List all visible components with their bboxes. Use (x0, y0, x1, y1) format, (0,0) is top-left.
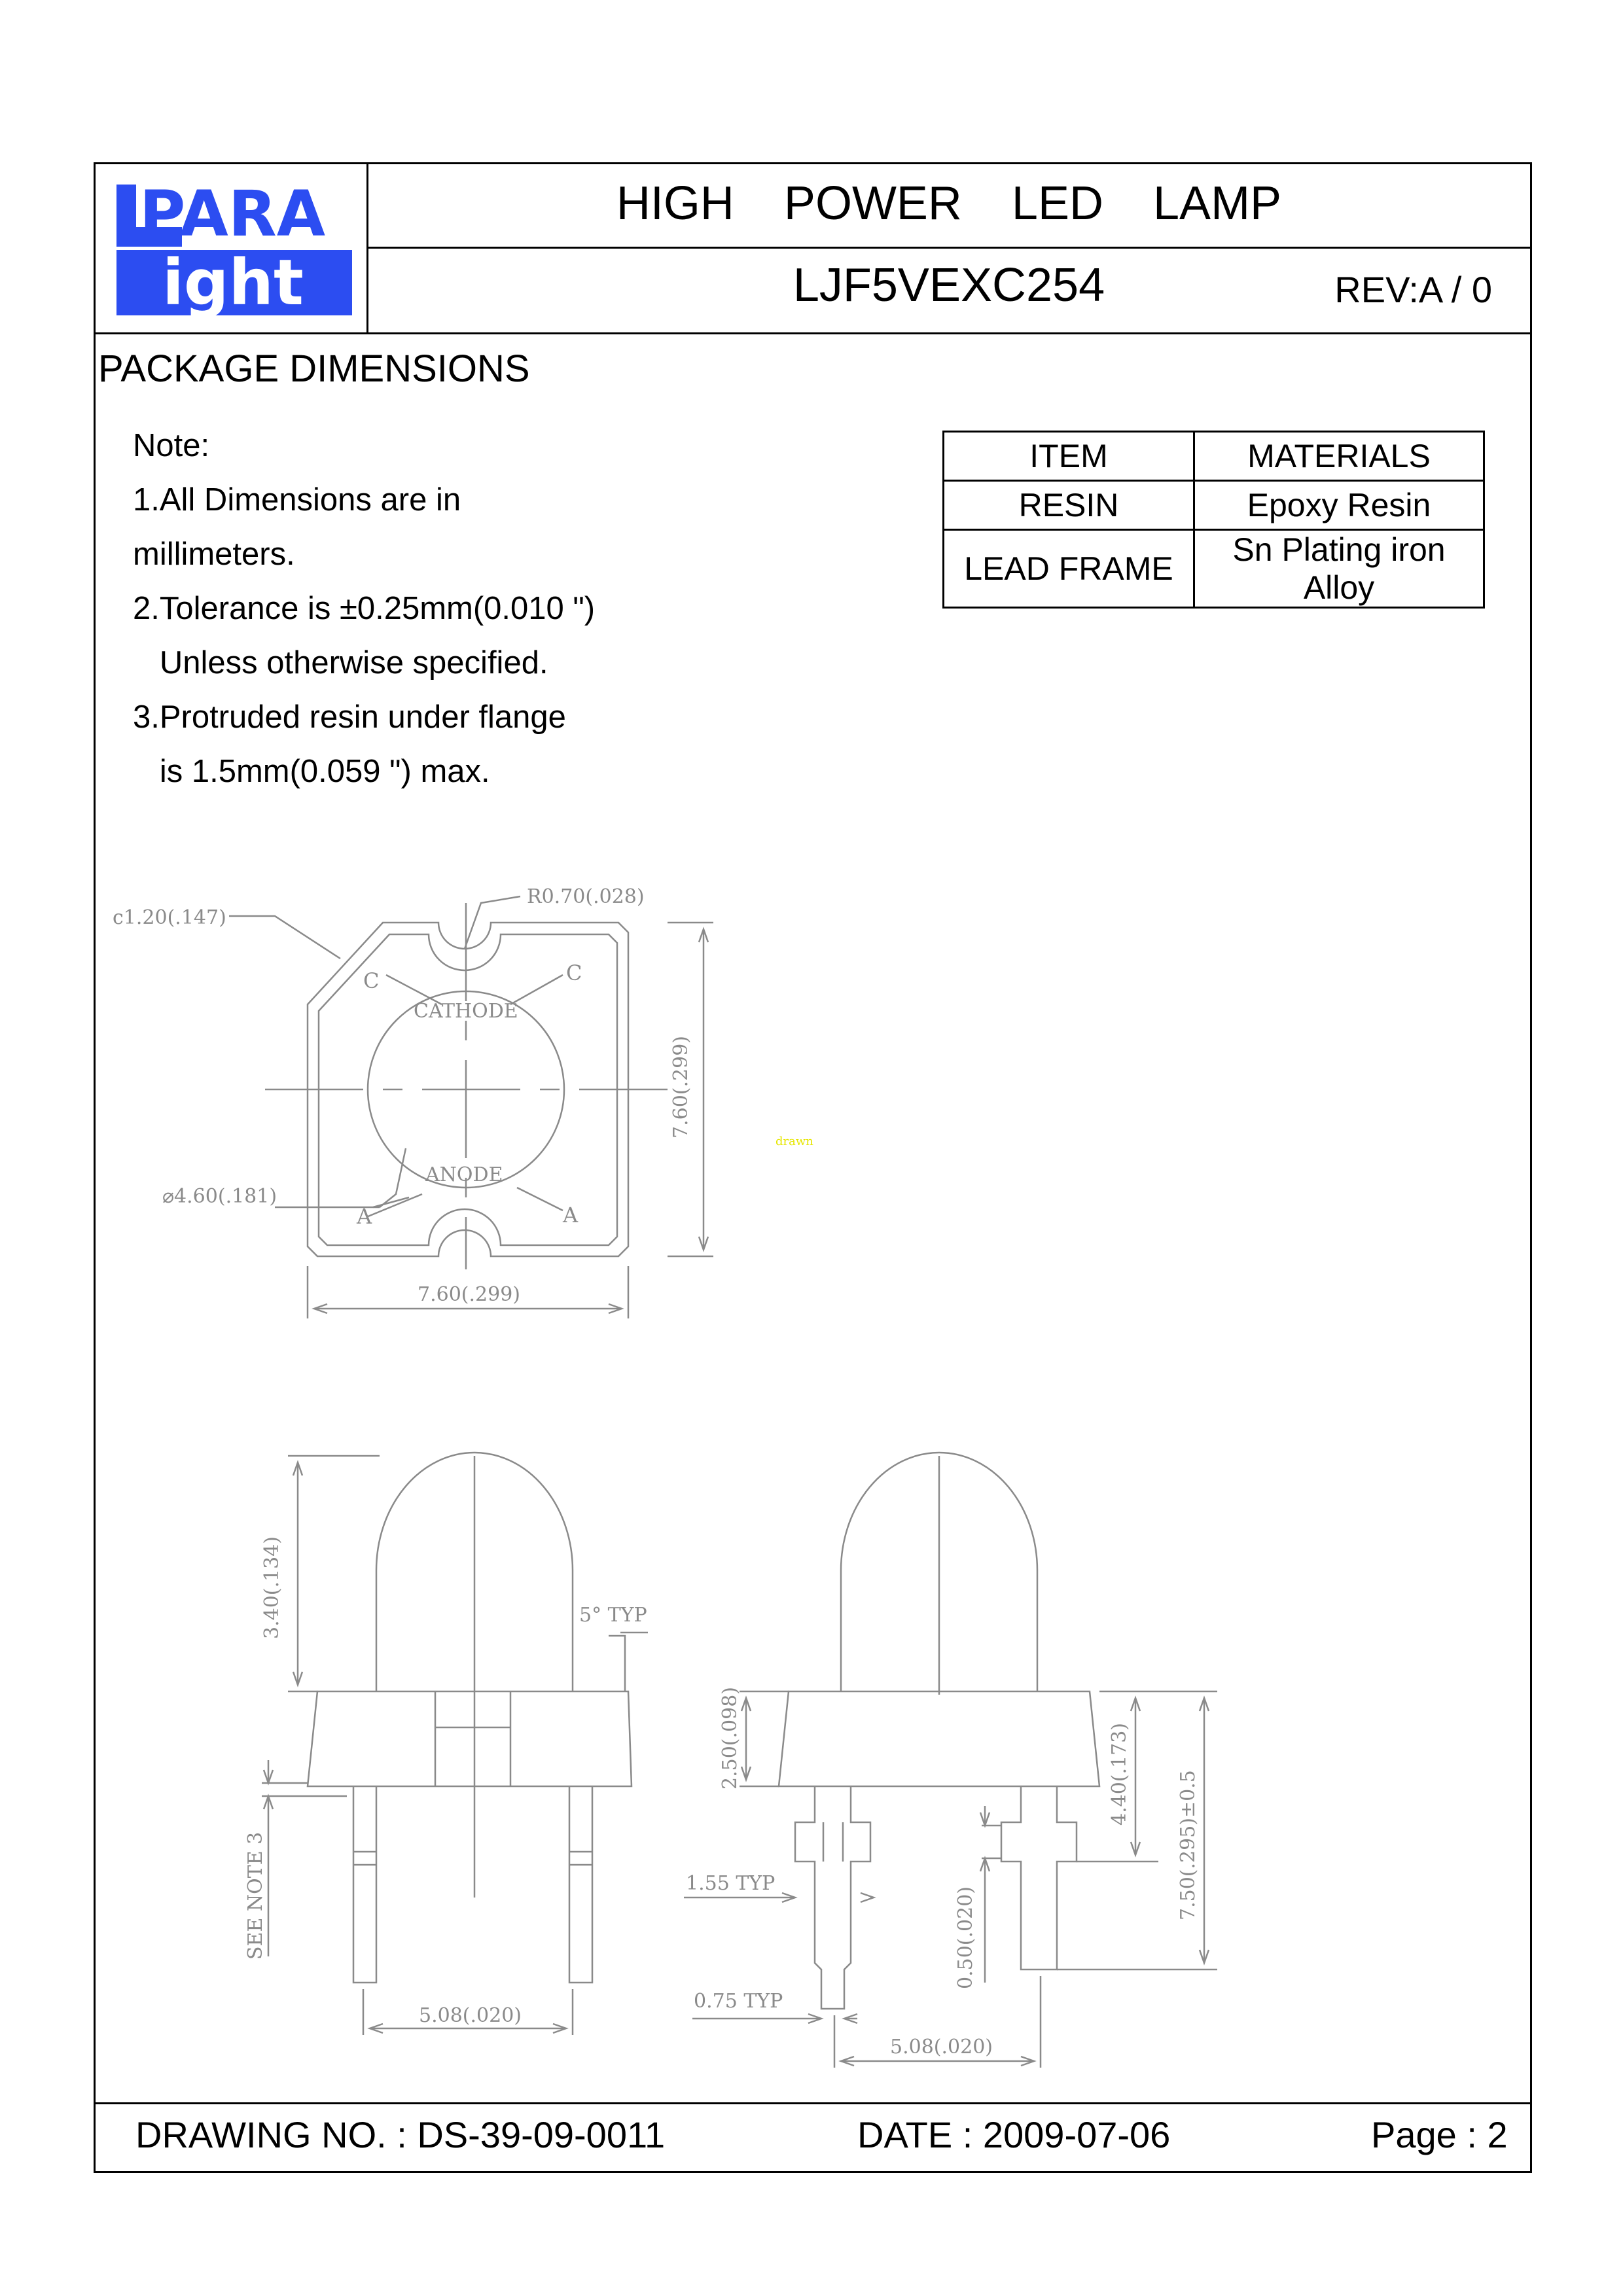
anode-label: ANODE (425, 1163, 503, 1186)
logo-bottom-text: ight (162, 246, 304, 315)
note-line: 1.All Dimensions are in (133, 482, 461, 518)
note-line: millimeters. (133, 537, 295, 572)
dim-radius: R0.70(.028) (527, 885, 645, 908)
dim-flange-to-kink: 4.40(.173) (1108, 1722, 1131, 1826)
dim-flange-thickness: 2.50(.098) (719, 1686, 741, 1790)
cathode-mark-right: C (566, 961, 582, 985)
see-note-label: SEE NOTE 3 (244, 1831, 267, 1960)
dim-pitch-right: 5.08(.020) (890, 2036, 993, 2058)
dim-draft-angle: 5° TYP (579, 1604, 647, 1627)
table-cell: Sn Plating iron Alloy (1194, 530, 1484, 608)
dim-overall-length: 7.50(.295)±0.5 (1177, 1770, 1200, 1920)
logo-top-text: PARA (139, 178, 326, 251)
dim-lead-width: 1.55 TYP (686, 1872, 776, 1895)
dim-width-bottom: 7.60(.299) (418, 1283, 521, 1306)
table-cell: Epoxy Resin (1194, 481, 1484, 530)
stamp-text: drawn (776, 1135, 813, 1148)
dim-height-side: 7.60(.299) (669, 1035, 692, 1139)
table-header-cell: MATERIALS (1194, 432, 1484, 481)
note-line: is 1.5mm(0.059 ") max. (133, 754, 490, 789)
drawing-number: DRAWING NO. : DS-39-09-0011 (135, 2114, 666, 2155)
dim-pitch-left: 5.08(.020) (419, 2004, 522, 2027)
table-cell: LEAD FRAME (944, 530, 1194, 608)
note-line: Unless otherwise specified. (133, 645, 548, 680)
section-title: PACKAGE DIMENSIONS (98, 347, 530, 390)
note-line: 3.Protruded resin under flange (133, 699, 566, 735)
dim-lead-gap: 0.50(.020) (954, 1886, 977, 1989)
page-number: Page : 2 (1371, 2114, 1508, 2155)
anode-mark-right: A (563, 1203, 579, 1227)
cathode-label: CATHODE (414, 1000, 518, 1023)
document-title: HIGH POWER LED LAMP (616, 177, 1282, 230)
dim-diameter: ⌀4.60(.181) (162, 1185, 277, 1208)
drawing-date: DATE : 2009-07-06 (857, 2114, 1171, 2155)
part-number: LJF5VEXC254 (793, 259, 1105, 311)
cathode-mark-left: C (363, 968, 380, 993)
note-line: Note: (133, 428, 210, 463)
table-header-cell: ITEM (944, 432, 1194, 481)
dim-lead-thin: 0.75 TYP (694, 1990, 783, 2013)
dim-chamfer: c1.20(.147) (113, 906, 226, 929)
dim-dome-height: 3.40(.134) (260, 1536, 283, 1639)
table-cell: RESIN (944, 481, 1194, 530)
anode-mark-left: A (357, 1204, 372, 1229)
revision: REV:A / 0 (1334, 269, 1492, 310)
note-line: 2.Tolerance is ±0.25mm(0.010 ") (133, 591, 596, 626)
